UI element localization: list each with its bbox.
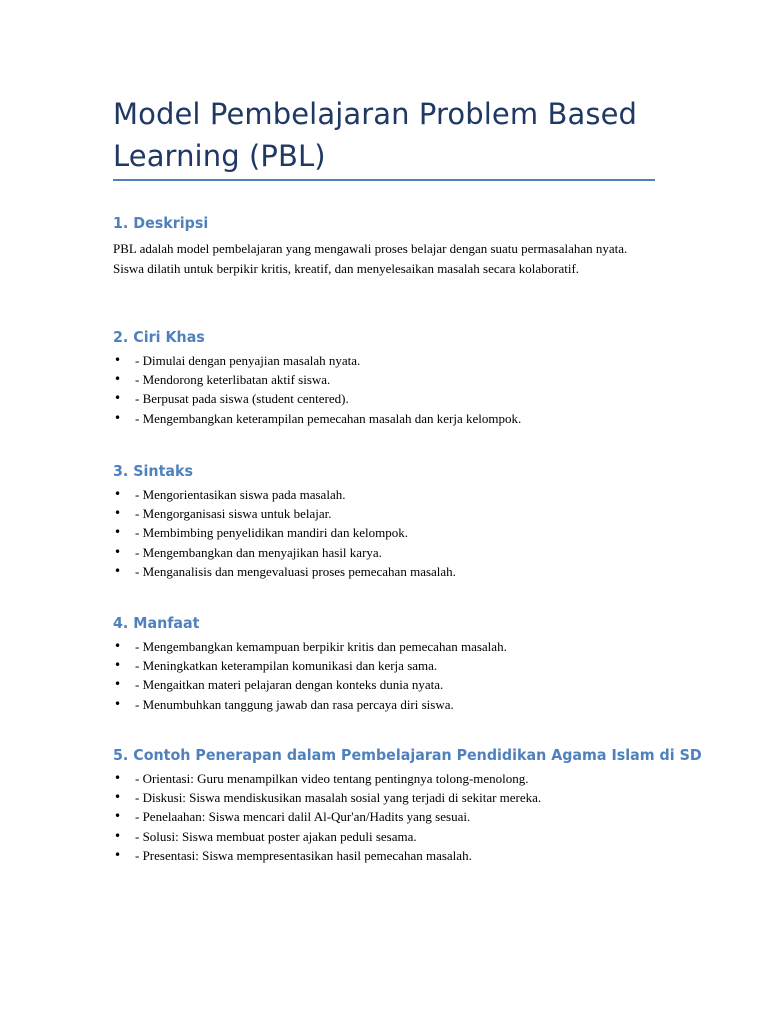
list-item [113,637,658,656]
bullet-icon: • [114,372,122,387]
bullet-icon: • [114,353,122,367]
list-item [113,807,658,826]
list-item [113,543,658,562]
list-item [113,409,658,428]
document-title: Model Pembelajaran Problem Based Learning (PBL) [113,97,638,173]
bullet-icon: • [114,828,122,843]
section-contoh-penerapan [113,744,702,865]
bullet-icon: • [114,771,122,785]
bullet-list [113,351,658,428]
list-item-text: - Mendorong keterlibatan aktif siswa. [135,372,331,388]
list-item-text: - Presentasi: Siswa mempresentasikan hasil pemecahan masalah. [135,847,472,863]
list-item [113,562,658,581]
section-manfaat [113,612,658,714]
bullet-icon: • [114,790,122,805]
list-item-text: - Meningkatkan keterampilan komunikasi dan kerja sama. [135,658,438,674]
bullet-icon: • [114,696,122,711]
bullet-icon: • [114,487,122,501]
list-item-text: - Mengaitkan materi pelajaran dengan konteks dunia nyata. [135,677,444,693]
bullet-icon: • [114,639,122,653]
section-ciri-khas [113,326,658,428]
list-item [113,788,658,807]
list-item [113,351,658,370]
section-sintaks [113,460,658,581]
list-item-text: - Mengorientasikan siswa pada masalah. [135,487,346,502]
bullet-list [113,485,658,581]
list-item [113,485,658,504]
list-item-text: - Orientasi: Guru menampilkan video tentang pentingnya tolong-menolong. [135,771,529,786]
list-item [113,695,658,714]
section-heading: 1. Deskripsi [113,214,209,232]
bullet-icon: • [114,391,122,406]
list-item-text: - Menumbuhkan tanggung jawab dan rasa percaya diri siswa. [135,696,454,712]
section-heading: 3. Sintaks [113,462,193,480]
list-item [113,389,658,408]
bullet-icon: • [114,563,122,578]
list-item [113,675,658,694]
section-paragraph: PBL adalah model pembelajaran yang mengawali proses belajar dengan suatu permasalahan nyata. Siswa dilatih untuk berpikir kritis, kreatif, dan menyelesaikan masalah secara kolaboratif. [113,241,628,276]
list-item [113,504,658,523]
list-item-text: - Mengorganisasi siswa untuk belajar. [135,506,332,522]
bullet-list [113,769,658,865]
bullet-icon: • [114,544,122,559]
list-item-text: - Solusi: Siswa membuat poster ajakan peduli sesama. [135,828,417,844]
list-item-text: - Dimulai dengan penyajian masalah nyata. [135,353,361,368]
bullet-icon: • [114,506,122,521]
list-item-text: - Mengembangkan dan menyajikan hasil karya. [135,544,382,560]
bullet-icon: • [114,658,122,673]
list-item-text: - Membimbing penyelidikan mandiri dan kelompok. [135,525,408,541]
bullet-icon: • [114,677,122,692]
list-item-text: - Menganalisis dan mengevaluasi proses pemecahan masalah. [135,563,456,579]
list-item [113,827,658,846]
bullet-list [113,637,658,714]
bullet-icon: • [114,525,122,540]
list-item [113,846,658,865]
list-item [113,656,658,675]
list-item-text: - Berpusat pada siswa (student centered). [135,391,349,407]
bullet-icon: • [114,847,122,862]
section-heading: 5. Contoh Penerapan dalam Pembelajaran Pendidikan Agama Islam di SD [113,746,702,764]
section-heading: 2. Ciri Khas [113,328,205,346]
section-heading: 4. Manfaat [113,614,200,632]
list-item-text: - Diskusi: Siswa mendiskusikan masalah sosial yang terjadi di sekitar mereka. [135,790,542,806]
bullet-icon: • [114,809,122,824]
list-item [113,523,658,542]
list-item-text: - Penelaahan: Siswa mencari dalil Al-Qur'an/Hadits yang sesuai. [135,809,471,825]
list-item [113,769,658,788]
list-item-text: - Mengembangkan kemampuan berpikir kritis dan pemecahan masalah. [135,639,507,654]
bullet-icon: • [114,410,122,425]
list-item [113,370,658,389]
list-item-text: - Mengembangkan keterampilan pemecahan masalah dan kerja kelompok. [135,410,522,426]
section-deskripsi [113,212,658,278]
title-underline [113,179,655,181]
